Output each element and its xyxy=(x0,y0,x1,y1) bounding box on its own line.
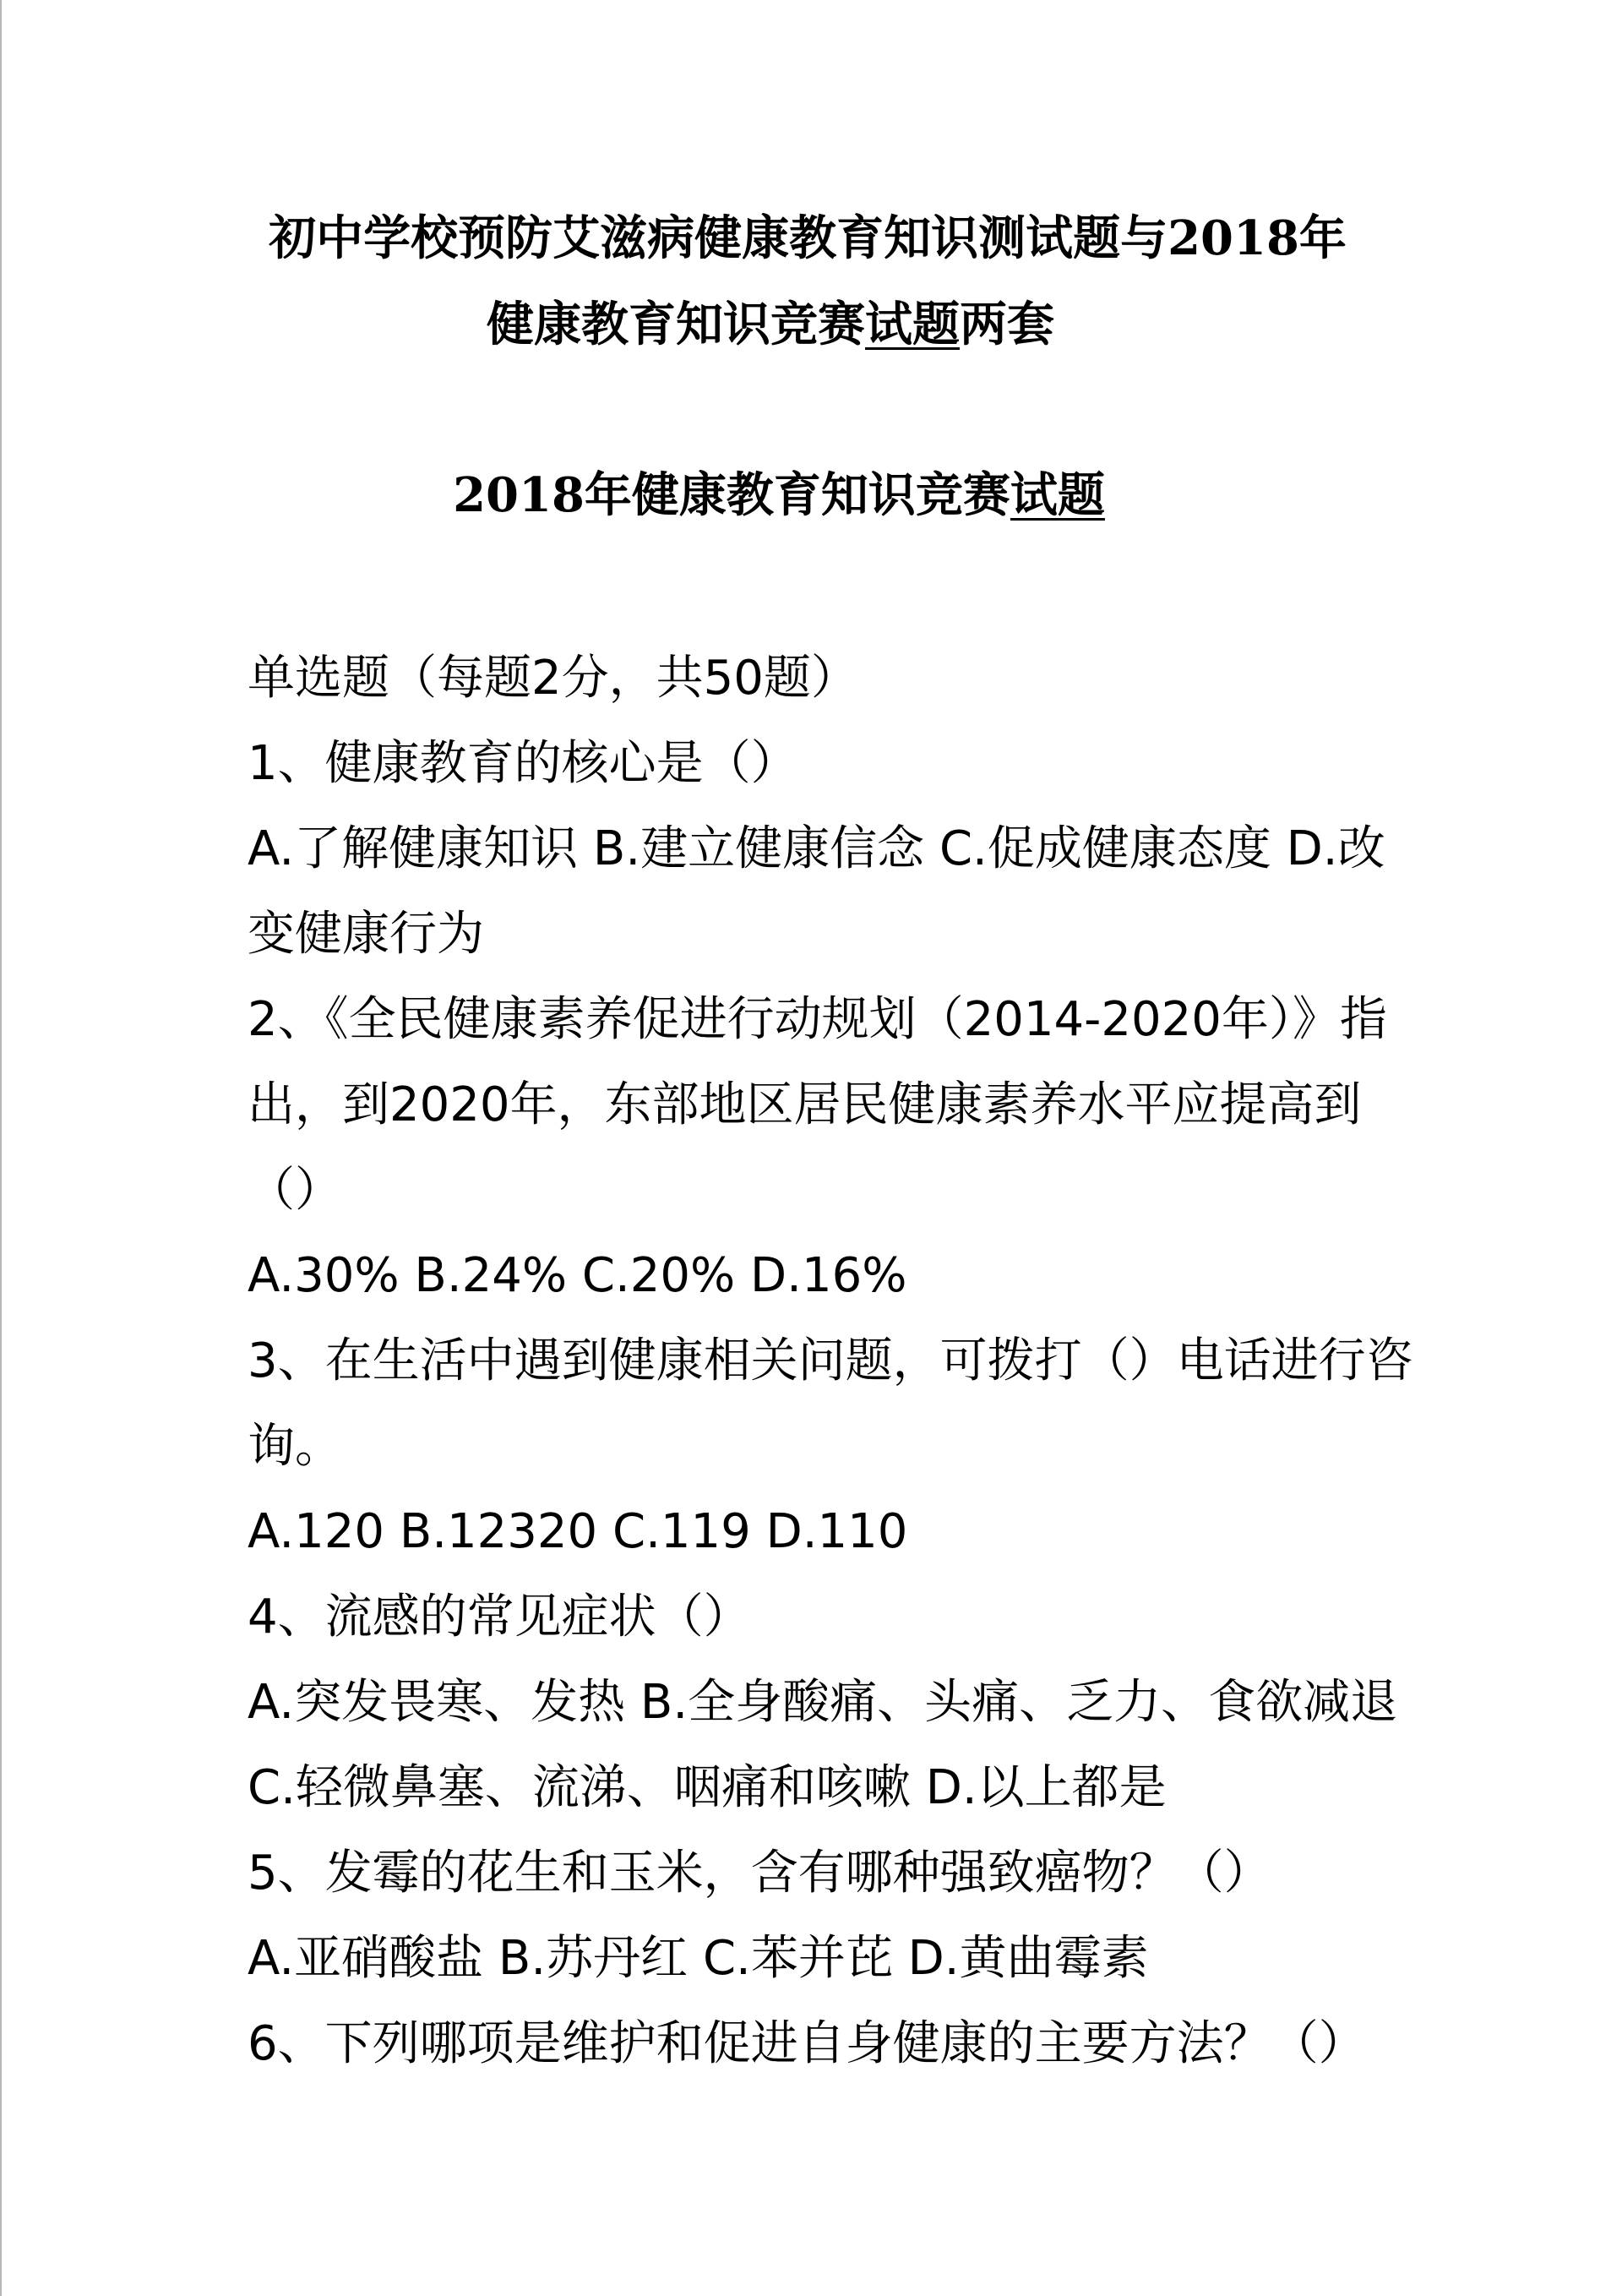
document-subtitle xyxy=(2,465,1622,526)
question-list xyxy=(248,635,1422,2086)
subtitle-text: 2018年健康教育知识竞赛 xyxy=(453,467,1010,523)
question-1-stem: 1、健康教育的核心是（） xyxy=(248,736,798,791)
question-5-stem: 5、发霉的花生和玉米，含有哪种强致癌物？（） xyxy=(248,1846,1271,1901)
question-2-stem: 2、《全民健康素养促进行动规划（2014-2020年）》指出，到2020年，东部地区居民健康素养水平应提高到（） xyxy=(248,992,1387,1218)
document-title-line-2 xyxy=(0,294,1581,355)
question-3-options: A.120 B.12320 C.119 D.110 xyxy=(248,1504,908,1559)
question-3-stem: 3、在生活中遇到健康相关问题，可拨打（）电话进行咨询。 xyxy=(248,1333,1413,1474)
question-6-stem: 6、下列哪项是维护和促进自身健康的主要方法？（） xyxy=(248,2016,1366,2071)
title-line-1-text: 初中学校预防艾滋病健康教育知识测试题与2018年 xyxy=(269,210,1347,266)
question-4-options: A.突发畏寒、发热 B.全身酸痛、头痛、乏力、食欲减退 C.轻微鼻塞、流涕、咽痛和咳嗽 D.以上都是 xyxy=(248,1675,1398,1815)
title-line-2-suffix: 两套 xyxy=(960,297,1054,352)
title-line-2-text: 健康教育知识竞赛 xyxy=(487,297,865,352)
section-heading: 单选题（每题2分，共50题） xyxy=(248,651,858,706)
question-4-stem: 4、流感的常见症状（） xyxy=(248,1590,751,1644)
question-2-options: A.30% B.24% C.20% D.16% xyxy=(248,1248,907,1303)
question-1-options: A.了解健康知识 B.建立健康信念 C.促成健康态度 D.改变健康行为 xyxy=(248,821,1385,962)
question-5-options: A.亚硝酸盐 B.苏丹红 C.苯并芘 D.黄曲霉素 xyxy=(248,1931,1149,1986)
document-title-line-1 xyxy=(0,208,1619,269)
subtitle-underlined-word: 试题 xyxy=(1010,467,1105,523)
title-underlined-word: 试题 xyxy=(865,297,960,352)
